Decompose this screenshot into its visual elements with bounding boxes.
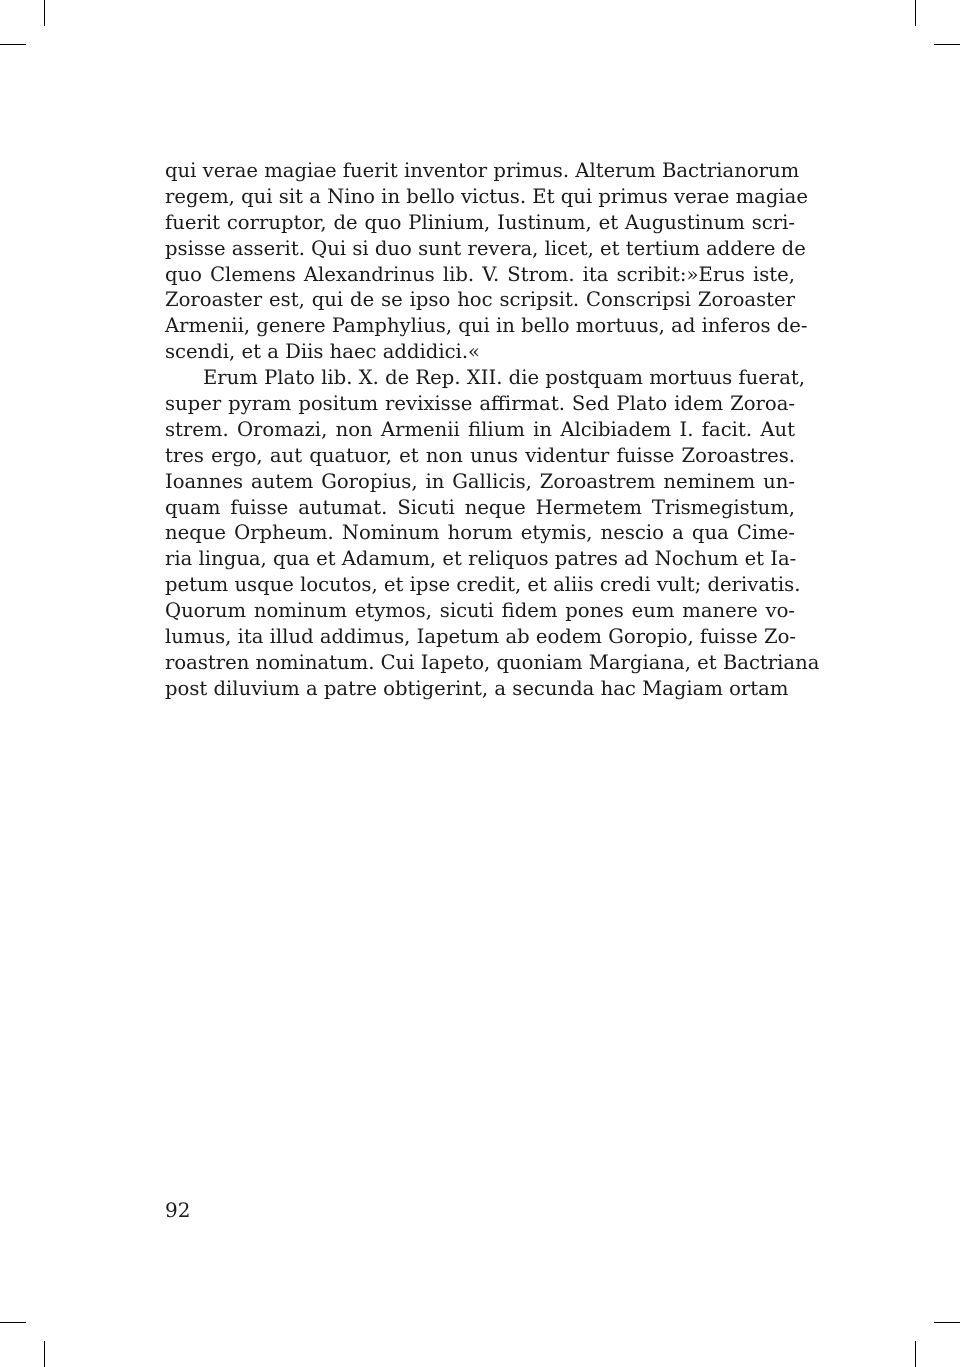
text-line: lumus, ita illud addimus, Iapetum ab eodem Goropio, fuisse Zo- (165, 625, 797, 649)
crop-mark-bottom-left-h (0, 1322, 26, 1323)
crop-mark-bottom-right-v (915, 1341, 916, 1367)
text-line: qui verae magiae fuerit inventor primus. Alterum Bactrianorum (165, 159, 800, 182)
crop-mark-top-left-h (0, 44, 26, 45)
text-line: post diluvium a patre obtigerint, a secunda hac Magiam ortam (165, 676, 789, 700)
paragraph-1 (165, 158, 808, 365)
text-line: strem. Oromazi, non Armenii filium in Alcibiadem I. facit. Aut (165, 417, 795, 441)
text-line: quam fuisse autumat. Sicuti neque Hermetem Trismegistum, (165, 495, 795, 519)
text-line: roastren nominatum. Cui Iapeto, quoniam Margiana, et Bactriana (165, 650, 820, 674)
text-line: Quorum nominum etymos, sicuti fidem pones eum manere vo- (165, 599, 795, 623)
text-line: Erum Plato lib. X. de Rep. XII. die postquam mortuus fuerat, (203, 366, 805, 390)
text-line: psisse asserit. Qui si duo sunt revera, licet, et tertium addere de (165, 236, 806, 260)
crop-mark-top-right-v (915, 0, 916, 26)
text-line: regem, qui sit a Nino in bello victus. Et qui primus verae magiae (165, 184, 808, 208)
text-line: Armenii, genere Pamphylius, qui in bello mortuus, ad inferos de- (165, 314, 808, 338)
text-line: ria lingua, qua et Adamum, et reliquos patres ad Nochum et Ia- (165, 547, 797, 571)
text-line: tres ergo, aut quatuor, et non unus videntur fuisse Zoroastres. (165, 443, 795, 467)
crop-mark-top-right-h (934, 44, 960, 45)
text-line: petum usque locutos, et ipse credit, et aliis credi vult; derivatis. (165, 573, 801, 597)
text-line: super pyram positum revixisse affirmat. Sed Plato idem Zoroa- (165, 392, 795, 416)
text-line: neque Orpheum. Nominum horum etymis, nescio a qua Cime- (165, 521, 795, 545)
text-line: Zoroaster est, qui de se ipso hoc scripsit. Conscripsi Zoroaster (165, 288, 795, 312)
text-line: quo Clemens Alexandrinus lib. V. Strom. ita scribit:»Erus iste, (165, 262, 795, 286)
text-line: Ioannes autem Goropius, in Gallicis, Zoroastrem neminem un- (165, 469, 795, 493)
paragraph-2 (165, 365, 820, 702)
crop-mark-bottom-left-v (44, 1341, 45, 1367)
body-text (165, 158, 820, 702)
crop-mark-top-left-v (44, 0, 45, 26)
text-line: scendi, et a Diis haec addidici.« (165, 340, 481, 364)
page-number: 92 (165, 1198, 191, 1222)
text-line: fuerit corruptor, de quo Plinium, Iustinum, et Augustinum scri- (165, 210, 795, 234)
crop-mark-bottom-right-h (934, 1322, 960, 1323)
